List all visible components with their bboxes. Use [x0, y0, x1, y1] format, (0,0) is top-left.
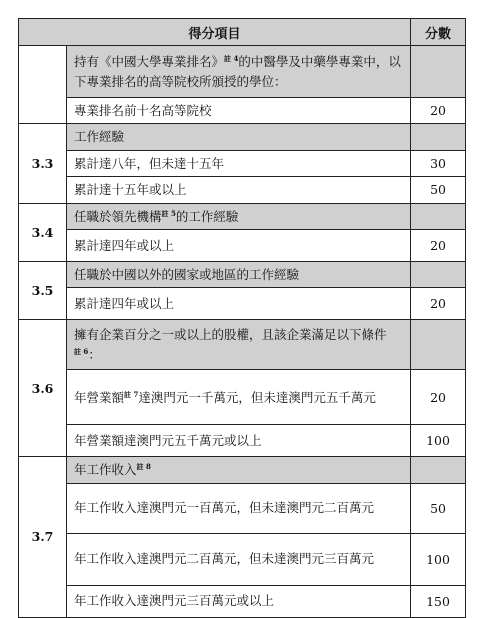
section-code: 3.5 — [19, 261, 67, 319]
row-label: 專業排名前十名高等院校 — [67, 98, 411, 124]
row-score: 20 — [411, 98, 466, 124]
header-score: 分數 — [411, 19, 466, 46]
table-row — [19, 425, 466, 457]
header-score-blank — [411, 46, 466, 98]
table-row — [19, 533, 466, 585]
row-score: 20 — [411, 288, 466, 320]
footnote-ref: 註 7 — [124, 389, 139, 399]
row-label: 累計達十五年或以上 — [67, 177, 411, 203]
section-header-3-7 — [19, 457, 466, 483]
row-score: 50 — [411, 483, 466, 533]
row-score: 150 — [411, 585, 466, 617]
footnote-ref: 註 5 — [161, 208, 176, 218]
table-row — [19, 98, 466, 124]
section-header-3-4 — [19, 203, 466, 229]
section-header-text: 持有《中國大學專業排名》$^{註 4}$的中醫學及中藥學專業中，以下專業排名的高等院校所頒授的學位： — [67, 46, 411, 98]
section-header-3-3 — [19, 124, 466, 150]
row-score: 20 — [411, 370, 466, 425]
section-code: 3.7 — [19, 457, 67, 617]
section-header-text: 任職於領先機構$^{註 5}$的工作經驗 — [67, 203, 411, 229]
row-label: 年營業額達澳門元五千萬元或以上 — [67, 425, 411, 457]
table-row — [19, 288, 466, 320]
header-score-blank — [411, 124, 466, 150]
row-score: 100 — [411, 533, 466, 585]
section-header-3-6 — [19, 320, 466, 370]
header-score-blank — [411, 457, 466, 483]
row-label: 累計達四年或以上 — [67, 288, 411, 320]
section-header-3-5 — [19, 261, 466, 287]
row-label: 年營業額$^{註 7}$達澳門元一千萬元，但未達澳門元五千萬元 — [67, 370, 411, 425]
section-code: 3.4 — [19, 203, 67, 261]
section-header-text: 年工作收入$^{註 8}$ — [67, 457, 411, 483]
header-score-blank — [411, 203, 466, 229]
table-header-row — [19, 19, 466, 46]
section-header-text: 工作經驗 — [67, 124, 411, 150]
table-row — [19, 177, 466, 203]
section-header-3-2 — [19, 46, 466, 98]
table-row — [19, 483, 466, 533]
section-code: 3.3 — [19, 124, 67, 203]
table-row — [19, 370, 466, 425]
row-label: 累計達四年或以上 — [67, 229, 411, 261]
table-row — [19, 229, 466, 261]
header-score-blank — [411, 261, 466, 287]
row-score: 50 — [411, 177, 466, 203]
header-item: 得分項目 — [19, 19, 411, 46]
row-label: 年工作收入達澳門元二百萬元，但未達澳門元三百萬元 — [67, 533, 411, 585]
code-cell-empty — [19, 46, 67, 124]
row-label: 年工作收入達澳門元一百萬元，但未達澳門元二百萬元 — [67, 483, 411, 533]
row-score: 100 — [411, 425, 466, 457]
footnote-ref: 註 6 — [74, 346, 89, 356]
row-label: 累計達八年，但未達十五年 — [67, 150, 411, 176]
table-row — [19, 150, 466, 176]
section-header-text: 擁有企業百分之一或以上的股權，且該企業滿足以下條件 $^{註 6}$： — [67, 320, 411, 370]
row-score: 30 — [411, 150, 466, 176]
header-score-blank — [411, 320, 466, 370]
scoring-table — [18, 18, 466, 618]
footnote-ref: 註 8 — [136, 462, 151, 472]
section-code: 3.6 — [19, 320, 67, 457]
section-header-text: 任職於中國以外的國家或地區的工作經驗 — [67, 261, 411, 287]
table-row — [19, 585, 466, 617]
row-label: 年工作收入達澳門元三百萬元或以上 — [67, 585, 411, 617]
footnote-ref: 註 4 — [224, 54, 239, 64]
row-score: 20 — [411, 229, 466, 261]
